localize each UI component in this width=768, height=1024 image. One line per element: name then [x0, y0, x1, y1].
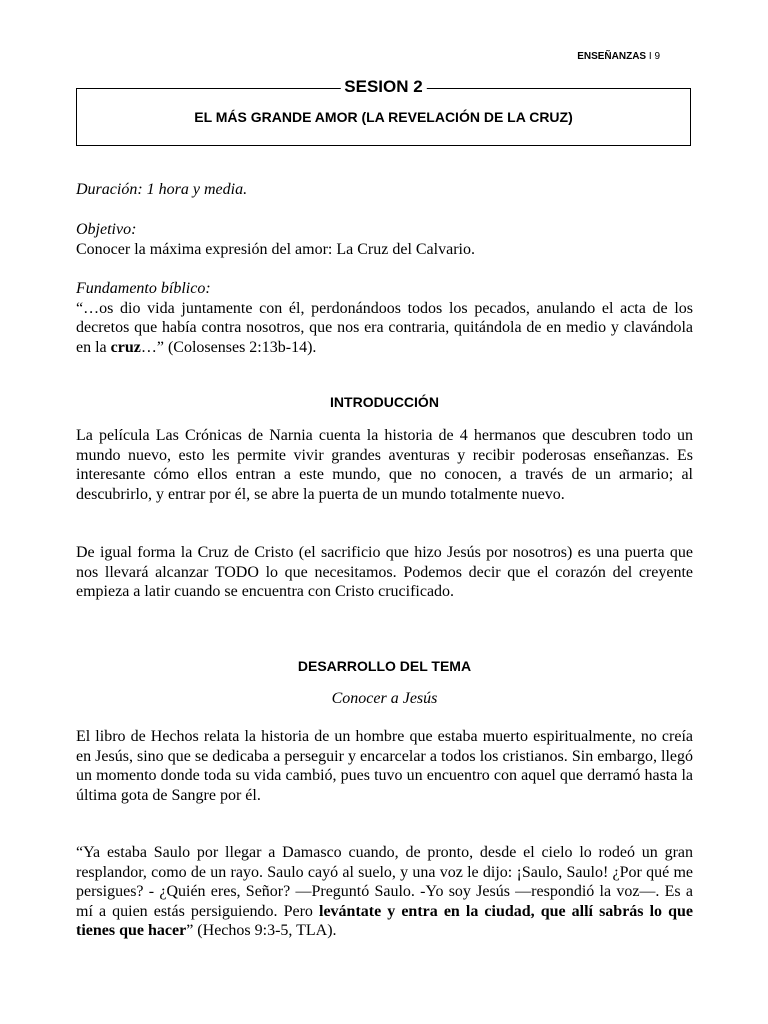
objective-label: Objetivo:	[76, 221, 137, 238]
biblical-foundation	[76, 279, 693, 357]
development-heading: DESARROLLO DEL TEMA	[297, 658, 472, 674]
scripture-quote	[76, 843, 693, 941]
scripture-quote-text	[76, 843, 693, 941]
duration	[76, 180, 693, 200]
foundation-label: Fundamento bíblico:	[76, 280, 211, 297]
development-paragraph-1	[76, 727, 693, 805]
foundation-quote-start: “…os dio vida juntamente con él, perdonándoos todos los pecados, anulando el acta de los decretos que había contra nosotros, que nos era contraria, quitándola de en medio y clavándola en la	[76, 299, 693, 356]
scripture-quote-start: “Ya estaba Saulo por llegar a Damasco cuando, de pronto, desde el cielo lo rodeó un gran resplandor, como de un rayo. Saulo cayó al suelo, y una voz le dijo: ¡Saulo, Saulo! ¿Por qué me persigues? - ¿Quién eres, Señor? —Preguntó Saulo. -Yo soy Jesús —respondió la voz—. Es a mí a quien estás persiguiendo. Pero	[76, 844, 693, 920]
scripture-quote-end: ” (Hechos 9:3-5, TLA).	[186, 922, 337, 939]
running-header-separator: I	[648, 51, 652, 62]
development-paragraph-1-text: El libro de Hechos relata la historia de un hombre que estaba muerto espiritualmente, no creía en Jesús, sino que se dedicaba a perseguir y encarcelar a todos los cristianos. Sin embargo, llegó un momento donde toda su vida cambió, pues tuvo un encuentro con aquel que derramó hasta la última gota de Sangre por él.	[76, 728, 693, 804]
objective-text: Conocer la máxima expresión del amor: La Cruz del Calvario.	[76, 240, 475, 258]
duration-text: Duración: 1 hora y media.	[76, 181, 248, 198]
foundation-quote	[76, 299, 693, 358]
foundation-quote-end: …” (Colosenses 2:13b-14).	[140, 338, 317, 356]
page-number: 9	[654, 51, 660, 62]
running-header-section: ENSEÑANZAS	[577, 51, 647, 62]
intro-paragraph-1-text: La película Las Crónicas de Narnia cuenta la historia de 4 hermanos que descubren todo un mundo nuevo, esto les permite vivir grandes aventuras y recibir poderosas enseñanzas. Es interesante cómo ellos entran a este mundo, que no conocen, a través de un armario; al descubrirlo, y entrar por él, se abre la puerta de un mundo totalmente nuevo.	[76, 427, 693, 503]
intro-paragraph-2	[76, 543, 693, 602]
foundation-quote-emphasis: cruz	[110, 338, 141, 356]
intro-heading: INTRODUCCIÓN	[330, 394, 439, 410]
session-title-box	[76, 77, 691, 146]
running-header	[577, 51, 660, 62]
development-subheading: Conocer a Jesús	[331, 690, 438, 707]
scripture-quote-emphasis: levántate y entra en la ciudad, que allí sabrás lo que tienes que hacer	[76, 902, 693, 939]
session-label: SESION 2	[340, 77, 426, 97]
objective	[76, 220, 693, 259]
session-title: EL MÁS GRANDE AMOR (LA REVELACIÓN DE LA CRUZ)	[194, 109, 573, 125]
intro-paragraph-2-text: De igual forma la Cruz de Cristo (el sacrificio que hizo Jesús por nosotros) es una puerta que nos llevará alcanzar TODO lo que necesitamos. Podemos decir que el corazón del creyente empieza a latir cuando se encuentra con Cristo crucificado.	[76, 544, 693, 600]
intro-paragraph-1	[76, 426, 693, 504]
